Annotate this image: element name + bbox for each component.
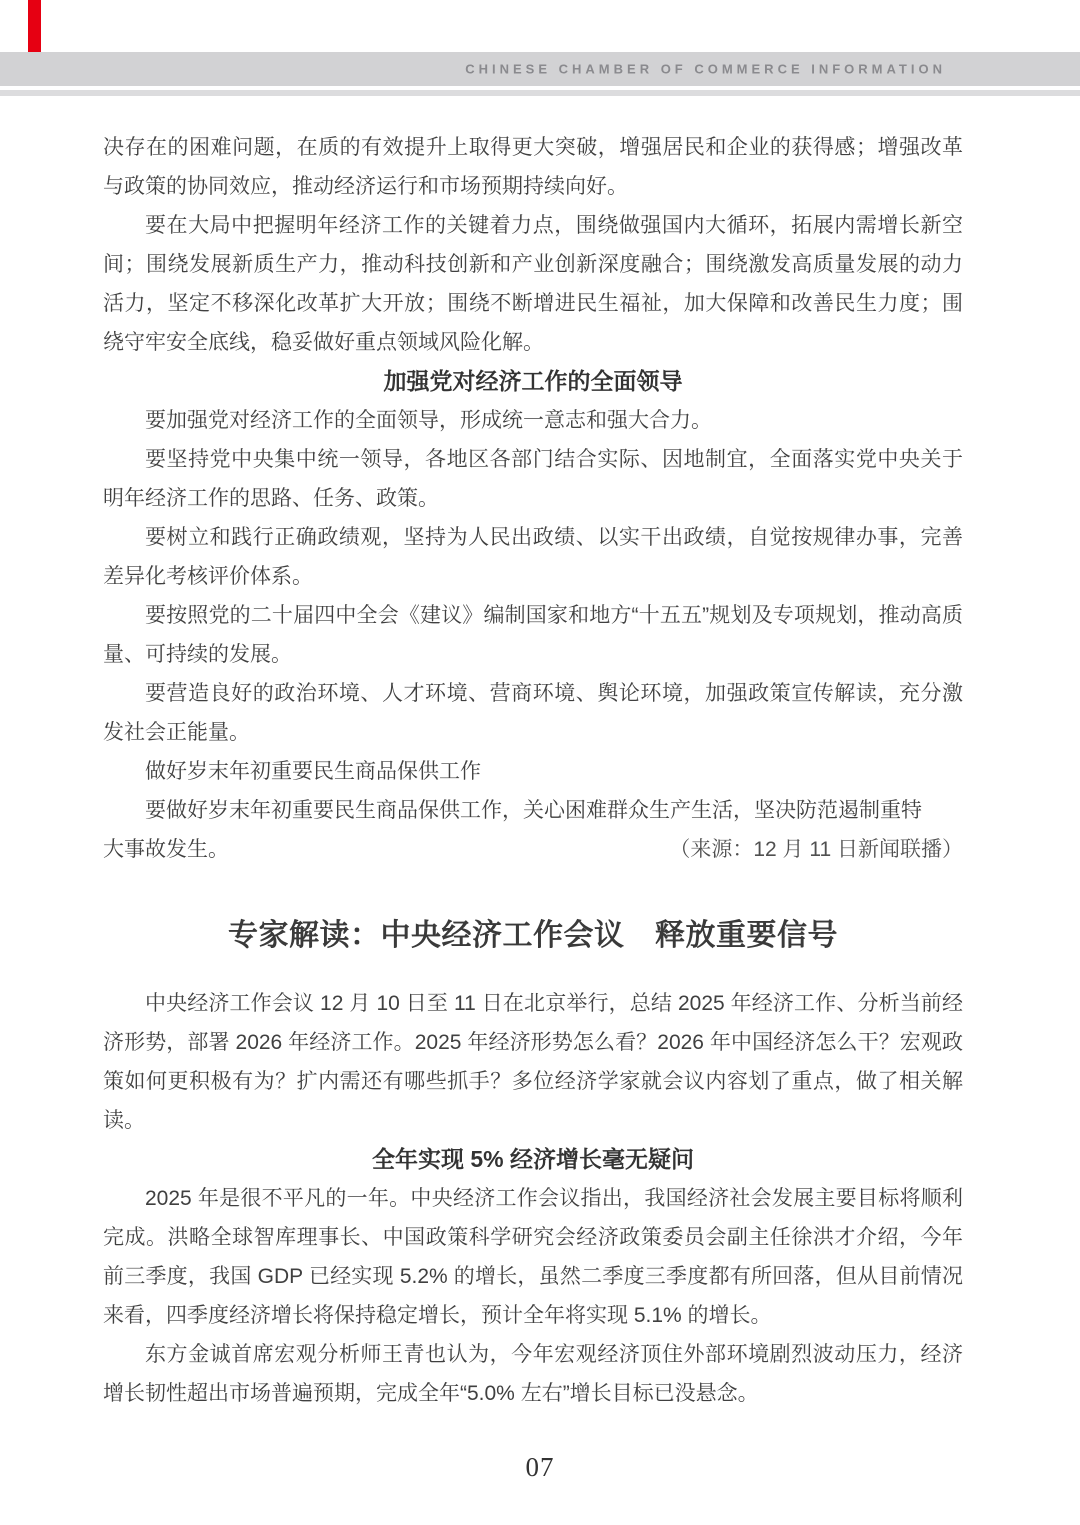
body-paragraph: 要树立和践行正确政绩观，坚持为人民出政绩、以实干出政绩，自觉按规律办事，完善差异化考核评价体系。 — [103, 526, 963, 588]
body-paragraph: 要按照党的二十届四中全会《建议》编制国家和地方“十五五”规划及专项规划，推动高质量、可持续的发展。 — [103, 604, 963, 666]
paragraph-key-points: 要在大局中把握明年经济工作的关键着力点，围绕做强国内大循环，拓展内需增长新空间；围绕发展新质生产力，推动科技创新和产业创新深度融合；围绕激发高质量发展的动力活力，坚定不移深化改革扩大开放；围绕不断增进民生福祉，加大保障和改善民生力度；围绕守牢安全底线，稳妥做好重点领域风险化解。 — [103, 214, 963, 354]
body-paragraph: 2025 年是很不平凡的一年。中央经济工作会议指出，我国经济社会发展主要目标将顺利完成。洪略全球智库理事长、中国政策科学研究会经济政策委员会副主任徐洪才介绍，今年前三季度，我国 GDP 已经实现 5.2% 的增长，虽然二季度三季度都有所回落，但从目前情况来看，四季度经济增长将保持稳定增长，预计全年将实现 5.1% 的增长。 — [103, 1187, 963, 1327]
body-paragraph: 要坚持党中央集中统一领导，各地区各部门结合实际、因地制宜，全面落实党中央关于明年经济工作的思路、任务、政策。 — [103, 448, 963, 510]
header-band — [0, 52, 1080, 86]
page-number: 07 — [525, 1452, 555, 1482]
page-content — [103, 128, 963, 1413]
red-corner-mark — [28, 0, 41, 52]
paragraph-continuation: 决存在的困难问题，在质的有效提升上取得更大突破，增强居民和企业的获得感；增强改革与政策的协同效应，推动经济运行和市场预期持续向好。 — [103, 136, 963, 198]
closing-line — [103, 830, 963, 869]
page-footer — [0, 1452, 1080, 1483]
paragraph-intro: 中央经济工作会议 12 月 10 日至 11 日在北京举行，总结 2025 年经济工作、分析当前经济形势，部署 2026 年经济工作。2025 年经济形势怎么看？2026 年中国经济怎么干？宏观政策如何更积极有为？扩内需还有哪些抓手？多位经济学家就会议内容划了重点，做了相关解读。 — [103, 992, 963, 1132]
body-paragraph: 要加强党对经济工作的全面领导，形成统一意志和强大合力。 — [145, 409, 712, 432]
body-paragraph: 东方金诚首席宏观分析师王青也认为，今年宏观经济顶住外部环境剧烈波动压力，经济增长韧性超出市场普遍预期，完成全年“5.0% 左右”增长目标已没悬念。 — [103, 1343, 963, 1405]
section-heading-party-leadership: 加强党对经济工作的全面领导 — [383, 368, 683, 394]
header-underline — [0, 90, 1080, 96]
section-heading-growth: 全年实现 5% 经济增长毫无疑问 — [371, 1146, 695, 1172]
header-band-text: CHINESE CHAMBER OF COMMERCE INFORMATION — [465, 61, 946, 77]
article-title: 专家解读：中央经济工作会议 释放重要信号 — [228, 919, 838, 952]
body-paragraph: 要做好岁末年初重要民生商品保供工作，关心困难群众生产生活，坚决防范遏制重特 — [145, 799, 922, 822]
body-paragraph-minor-heading: 做好岁末年初重要民生商品保供工作 — [145, 760, 481, 783]
closing-text: 大事故发生。 — [103, 838, 229, 861]
source-note: （来源：12 月 11 日新闻联播） — [669, 838, 963, 861]
body-paragraph: 要营造良好的政治环境、人才环境、营商环境、舆论环境，加强政策宣传解读，充分激发社会正能量。 — [103, 682, 963, 744]
